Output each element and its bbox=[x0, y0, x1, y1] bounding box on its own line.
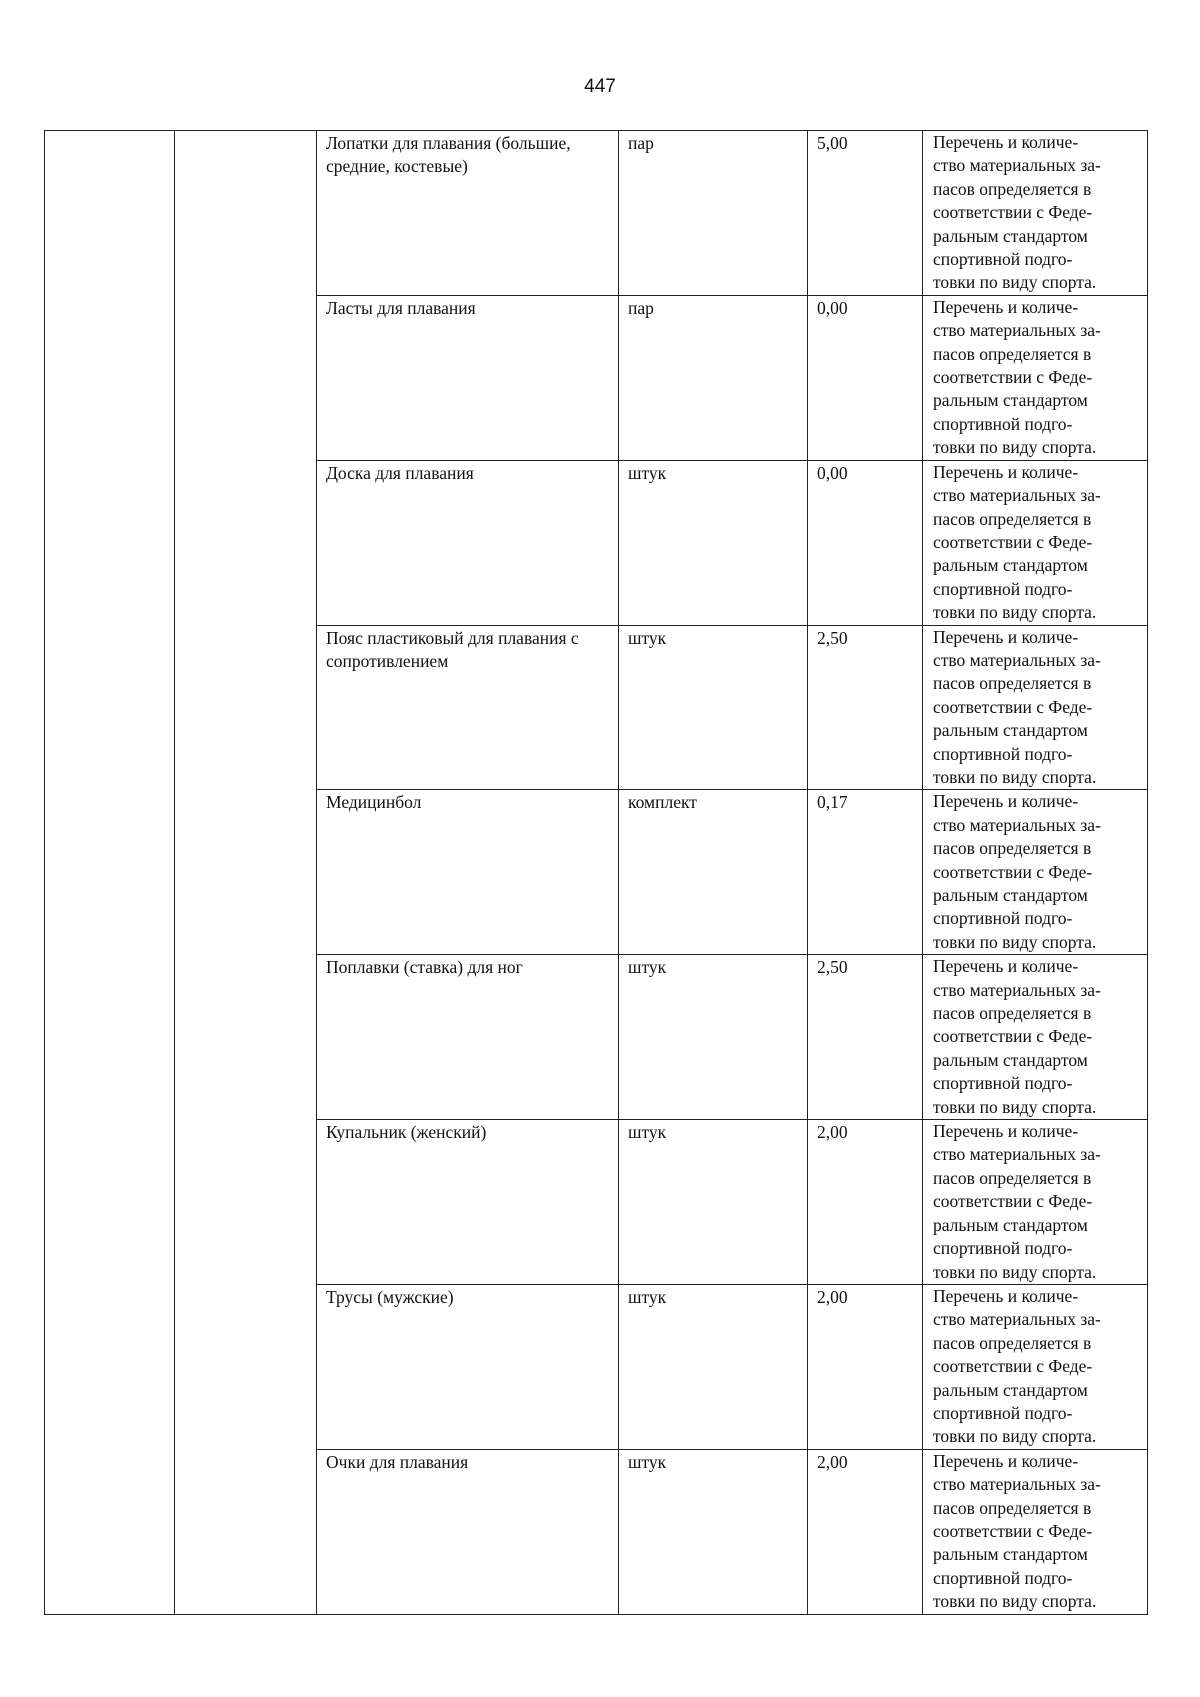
item-quantity-cell bbox=[808, 625, 923, 790]
item-note: Перечень и количе- ство материальных за- пасов определяется в соответствии с Феде- ральным стандартом спортивной подго- товки по виду спорта. bbox=[933, 1285, 1101, 1447]
item-unit: штук bbox=[628, 1122, 667, 1143]
item-unit-cell bbox=[619, 625, 808, 790]
item-quantity: 2,00 bbox=[817, 1286, 848, 1307]
item-unit-cell bbox=[619, 1120, 808, 1285]
item-unit: комплект bbox=[628, 792, 697, 813]
table-row bbox=[45, 131, 1148, 296]
item-note-cell bbox=[923, 790, 1148, 955]
item-unit: штук bbox=[628, 627, 667, 648]
item-quantity-cell bbox=[808, 1449, 923, 1614]
item-name-cell bbox=[317, 1120, 619, 1285]
item-note-cell bbox=[923, 625, 1148, 790]
item-note: Перечень и количе- ство материальных за- пасов определяется в соответствии с Феде- ральным стандартом спортивной подго- товки по виду спорта. bbox=[933, 1121, 1101, 1282]
item-name: Поплавки (ставка) для ног bbox=[326, 957, 523, 978]
item-name-cell bbox=[317, 460, 619, 625]
item-note-cell bbox=[923, 1284, 1148, 1449]
item-name: Лопатки для плавания (большие, средние, костевые) bbox=[326, 133, 571, 176]
item-quantity: 2,50 bbox=[817, 627, 848, 648]
item-unit: штук bbox=[628, 1451, 667, 1472]
item-unit: штук bbox=[628, 957, 667, 978]
item-name: Пояс пластиковый для плавания с сопротивлением bbox=[326, 627, 579, 671]
item-quantity-cell bbox=[808, 460, 923, 625]
item-quantity-cell bbox=[808, 1120, 923, 1285]
item-quantity-cell bbox=[808, 131, 923, 296]
item-quantity-cell bbox=[808, 295, 923, 460]
item-name-cell bbox=[317, 131, 619, 296]
item-unit-cell bbox=[619, 131, 808, 296]
materials-table bbox=[44, 130, 1148, 1615]
item-unit-cell bbox=[619, 1449, 808, 1614]
item-name: Купальник (женский) bbox=[326, 1122, 487, 1143]
item-note-cell bbox=[923, 295, 1148, 460]
item-quantity: 2,00 bbox=[817, 1451, 848, 1472]
item-unit-cell bbox=[619, 790, 808, 955]
item-quantity: 0,17 bbox=[817, 792, 848, 813]
item-quantity: 2,50 bbox=[817, 957, 848, 978]
item-note: Перечень и количе- ство материальных за- пасов определяется в соответствии с Феде- ральным стандартом спортивной подго- товки по виду спорта. bbox=[933, 132, 1101, 293]
item-unit: штук bbox=[628, 1286, 667, 1307]
item-note-cell bbox=[923, 955, 1148, 1120]
item-note-cell bbox=[923, 131, 1148, 296]
item-name-cell bbox=[317, 955, 619, 1120]
item-name: Трусы (мужские) bbox=[326, 1286, 454, 1307]
item-unit-cell bbox=[619, 295, 808, 460]
item-unit: пар bbox=[628, 133, 654, 153]
item-quantity: 0,00 bbox=[817, 462, 848, 483]
item-name: Очки для плавания bbox=[326, 1451, 469, 1472]
item-name: Медицинбол bbox=[326, 792, 422, 813]
item-unit: пар bbox=[628, 297, 654, 318]
item-note-cell bbox=[923, 1120, 1148, 1285]
item-name-cell bbox=[317, 295, 619, 460]
item-quantity-cell bbox=[808, 790, 923, 955]
item-name: Ласты для плавания bbox=[326, 297, 476, 318]
item-name-cell bbox=[317, 1284, 619, 1449]
item-quantity-cell bbox=[808, 955, 923, 1120]
item-quantity-cell bbox=[808, 1284, 923, 1449]
item-note-cell bbox=[923, 1449, 1148, 1614]
item-note: Перечень и количе- ство материальных за- пасов определяется в соответствии с Феде- ральным стандартом спортивной подго- товки по виду спорта. bbox=[933, 956, 1101, 1117]
item-note: Перечень и количе- ство материальных за- пасов определяется в соответствии с Феде- ральным стандартом спортивной подго- товки по виду спорта. bbox=[933, 461, 1101, 623]
merged-empty-cell-2 bbox=[175, 131, 317, 1615]
item-name: Доска для плавания bbox=[326, 462, 474, 483]
item-note-cell bbox=[923, 460, 1148, 625]
item-unit-cell bbox=[619, 955, 808, 1120]
item-note: Перечень и количе- ство материальных за- пасов определяется в соответствии с Феде- ральным стандартом спортивной подго- товки по виду спорта. bbox=[933, 296, 1101, 458]
item-name-cell bbox=[317, 1449, 619, 1614]
item-unit: штук bbox=[628, 462, 667, 483]
item-quantity: 2,00 bbox=[817, 1122, 848, 1143]
item-quantity: 0,00 bbox=[817, 297, 848, 318]
item-unit-cell bbox=[619, 1284, 808, 1449]
page-number: 447 bbox=[584, 76, 616, 97]
item-note: Перечень и количе- ство материальных за- пасов определяется в соответствии с Феде- ральным стандартом спортивной подго- товки по виду спорта. bbox=[933, 626, 1101, 787]
item-name-cell bbox=[317, 625, 619, 790]
merged-empty-cell-1 bbox=[45, 131, 175, 1615]
item-note: Перечень и количе- ство материальных за- пасов определяется в соответствии с Феде- ральным стандартом спортивной подго- товки по виду спорта. bbox=[933, 1450, 1101, 1612]
item-note: Перечень и количе- ство материальных за- пасов определяется в соответствии с Феде- ральным стандартом спортивной подго- товки по виду спорта. bbox=[933, 791, 1101, 952]
item-unit-cell bbox=[619, 460, 808, 625]
item-quantity: 5,00 bbox=[817, 133, 848, 153]
table-body bbox=[45, 131, 1148, 1615]
item-name-cell bbox=[317, 790, 619, 955]
